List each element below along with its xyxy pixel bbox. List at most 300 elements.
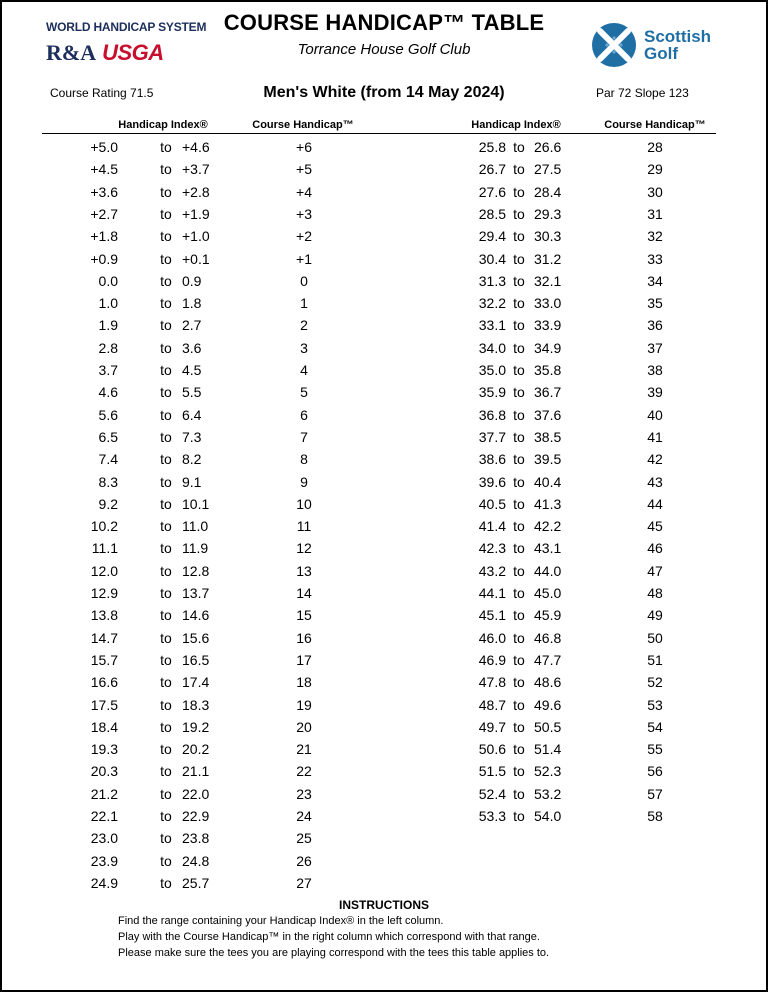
hi-from-cell: 20.3: [90, 763, 118, 780]
range-to-cell: to: [513, 629, 525, 646]
hi-from-cell: 2.8: [98, 339, 118, 356]
course-handicap-cell: 5: [300, 384, 308, 401]
hi-from-cell: 27.6: [478, 183, 506, 200]
range-to-cell: to: [160, 607, 172, 624]
course-handicap-cell: 8: [300, 451, 308, 468]
hi-to-cell: +4.6: [182, 139, 210, 155]
hi-to-cell: 47.7: [534, 651, 562, 668]
table-row: [2, 604, 766, 626]
course-handicap-cell: 43: [647, 473, 663, 490]
hi-to-cell: 10.1: [182, 495, 210, 512]
range-to-cell: to: [160, 763, 172, 780]
hi-to-cell: 19.2: [182, 718, 210, 735]
saltire-icon: [590, 21, 638, 69]
range-to-cell: to: [513, 808, 525, 824]
course-handicap-cell: +6: [296, 139, 312, 155]
hi-to-cell: 23.8: [182, 830, 210, 847]
range-to-cell: to: [160, 139, 172, 155]
table-row: [2, 805, 766, 827]
course-handicap-cell: 10: [296, 495, 312, 512]
hi-from-cell: 47.8: [478, 674, 506, 691]
hi-to-cell: 11.0: [182, 518, 209, 535]
column-header-course-handicap-left: Course Handicap™: [252, 119, 354, 131]
hi-from-cell: 36.8: [478, 406, 506, 423]
range-to-cell: to: [513, 763, 525, 780]
range-to-cell: to: [160, 852, 172, 869]
hi-from-cell: 12.9: [90, 585, 118, 601]
hi-to-cell: 32.1: [534, 272, 562, 289]
course-handicap-cell: 46: [647, 540, 663, 557]
table-row: [2, 537, 766, 559]
scottish-text: Scottish: [644, 27, 712, 46]
range-to-cell: to: [160, 228, 172, 245]
hi-from-cell: 52.4: [478, 785, 506, 802]
table-row: [2, 649, 766, 671]
hi-from-cell: 35.0: [478, 362, 506, 378]
hi-to-cell: 1.8: [182, 295, 202, 312]
course-handicap-cell: 38: [647, 362, 663, 378]
hi-from-cell: 30.4: [478, 250, 506, 267]
course-handicap-cell: 7: [300, 428, 308, 445]
table-row: [2, 404, 766, 426]
hi-from-cell: +2.7: [90, 205, 118, 222]
hi-from-cell: 33.1: [478, 317, 506, 334]
hi-from-cell: 29.4: [478, 228, 506, 245]
course-handicap-cell: 13: [296, 562, 312, 579]
course-handicap-cell: 22: [296, 763, 312, 780]
range-to-cell: to: [513, 339, 525, 356]
hi-to-cell: 51.4: [534, 741, 562, 758]
hi-from-cell: 14.7: [90, 629, 118, 646]
course-handicap-cell: 48: [647, 585, 663, 601]
range-to-cell: to: [513, 250, 525, 267]
hi-from-cell: 3.7: [98, 362, 118, 378]
course-handicap-cell: 36: [647, 317, 663, 334]
hi-from-cell: +0.9: [90, 250, 118, 267]
hi-from-cell: 35.9: [478, 384, 506, 401]
hi-to-cell: 29.3: [534, 205, 562, 222]
range-to-cell: to: [160, 696, 172, 713]
course-handicap-cell: 57: [647, 785, 663, 802]
hi-from-cell: 28.5: [478, 205, 506, 222]
course-handicap-cell: 31: [647, 205, 663, 222]
table-row: [2, 760, 766, 782]
course-handicap-cell: 26: [296, 852, 312, 869]
course-handicap-cell: +1: [296, 250, 312, 267]
range-to-cell: to: [160, 495, 172, 512]
table-row: [2, 248, 766, 270]
hi-to-cell: 27.5: [534, 161, 562, 178]
course-handicap-cell: 28: [647, 139, 663, 155]
hi-to-cell: 45.9: [534, 607, 562, 624]
hi-to-cell: 36.7: [534, 384, 562, 401]
hi-to-cell: 17.4: [182, 674, 210, 691]
range-to-cell: to: [513, 428, 525, 445]
hi-to-cell: 0.9: [182, 272, 202, 289]
hi-to-cell: 33.0: [534, 295, 562, 312]
course-handicap-cell: 15: [296, 607, 312, 624]
range-to-cell: to: [513, 674, 525, 691]
hi-to-cell: 33.9: [534, 317, 562, 334]
hi-to-cell: +1.9: [182, 205, 210, 222]
hi-to-cell: 30.3: [534, 228, 562, 245]
range-to-cell: to: [513, 696, 525, 713]
table-row: [2, 292, 766, 314]
table-row: [2, 203, 766, 225]
range-to-cell: to: [160, 250, 172, 267]
instructions-title: INSTRUCTIONS: [339, 898, 429, 912]
course-handicap-cell: 47: [647, 562, 663, 579]
hi-from-cell: 16.6: [90, 674, 118, 691]
range-to-cell: to: [160, 518, 172, 535]
course-handicap-cell: 11: [296, 518, 312, 535]
table-row: [2, 671, 766, 693]
table-row: [2, 314, 766, 336]
course-handicap-cell: 21: [296, 741, 312, 758]
hi-from-cell: 17.5: [90, 696, 118, 713]
range-to-cell: to: [160, 473, 172, 490]
table-row: [2, 136, 766, 158]
hi-to-cell: 14.6: [182, 607, 210, 624]
hi-to-cell: 39.5: [534, 451, 562, 468]
range-to-cell: to: [513, 495, 525, 512]
scottish-golf-logo: [590, 21, 711, 69]
course-handicap-cell: 14: [296, 585, 312, 601]
course-handicap-cell: +2: [296, 228, 312, 245]
hi-to-cell: 18.3: [182, 696, 210, 713]
course-handicap-cell: 12: [296, 540, 312, 557]
course-handicap-cell: 1: [300, 295, 308, 312]
hi-from-cell: 7.4: [98, 451, 118, 468]
column-header-course-handicap-right: Course Handicap™: [604, 119, 706, 131]
table-row: [2, 158, 766, 180]
table-row: [2, 582, 766, 604]
hi-to-cell: 40.4: [534, 473, 562, 490]
tee-label: Men's White (from 14 May 2024): [263, 84, 505, 101]
hi-from-cell: 9.2: [98, 495, 118, 512]
hi-to-cell: 24.8: [182, 852, 210, 869]
course-handicap-cell: 50: [647, 629, 663, 646]
hi-to-cell: 22.0: [182, 785, 210, 802]
hi-to-cell: 22.9: [182, 808, 210, 824]
course-handicap-cell: +4: [296, 183, 312, 200]
hi-from-cell: 43.2: [478, 562, 506, 579]
course-handicap-cell: 18: [296, 674, 312, 691]
hi-from-cell: 10.2: [90, 518, 118, 535]
whs-logo-text: WORLD HANDICAP SYSTEM: [46, 20, 207, 34]
hi-to-cell: +3.7: [182, 161, 210, 178]
hi-to-cell: 21.1: [182, 763, 210, 780]
hi-to-cell: 38.5: [534, 428, 562, 445]
hi-from-cell: 19.3: [90, 741, 118, 758]
hi-to-cell: 6.4: [182, 406, 202, 423]
course-handicap-cell: 9: [300, 473, 308, 490]
hi-to-cell: 20.2: [182, 741, 210, 758]
header-divider: [42, 133, 716, 134]
hi-to-cell: 34.9: [534, 339, 562, 356]
hi-to-cell: 42.2: [534, 518, 562, 535]
hi-to-cell: 16.5: [182, 651, 210, 668]
course-handicap-cell: 3: [300, 339, 308, 356]
course-handicap-cell: 17: [296, 651, 312, 668]
hi-to-cell: 9.1: [182, 473, 202, 490]
course-handicap-cell: 40: [647, 406, 663, 423]
hi-from-cell: 49.7: [478, 718, 506, 735]
course-handicap-cell: 23: [296, 785, 312, 802]
hi-to-cell: 12.8: [182, 562, 210, 579]
course-handicap-cell: 58: [647, 808, 663, 824]
table-row: [2, 225, 766, 247]
course-handicap-cell: 39: [647, 384, 663, 401]
hi-to-cell: 50.5: [534, 718, 562, 735]
table-row: [2, 783, 766, 805]
hi-to-cell: 52.3: [534, 763, 562, 780]
course-handicap-cell: 45: [647, 518, 663, 535]
hi-to-cell: 8.2: [182, 451, 202, 468]
course-handicap-cell: 56: [647, 763, 663, 780]
hi-to-cell: 54.0: [534, 808, 562, 824]
hi-from-cell: 32.2: [478, 295, 506, 312]
range-to-cell: to: [160, 362, 172, 378]
hi-from-cell: 40.5: [478, 495, 506, 512]
range-to-cell: to: [160, 562, 172, 579]
range-to-cell: to: [513, 518, 525, 535]
hi-from-cell: 13.8: [90, 607, 118, 624]
hi-from-cell: 15.7: [90, 651, 118, 668]
course-handicap-cell: 32: [647, 228, 663, 245]
hi-from-cell: +3.6: [90, 183, 118, 200]
hi-to-cell: 53.2: [534, 785, 562, 802]
range-to-cell: to: [160, 808, 172, 824]
hi-from-cell: 25.8: [478, 139, 506, 155]
table-row: [2, 359, 766, 381]
course-handicap-cell: 34: [647, 272, 663, 289]
range-to-cell: to: [160, 428, 172, 445]
range-to-cell: to: [513, 161, 525, 178]
range-to-cell: to: [160, 451, 172, 468]
course-handicap-cell: +5: [296, 161, 312, 178]
hi-from-cell: +1.8: [90, 228, 118, 245]
table-row: [2, 337, 766, 359]
table-row: [2, 515, 766, 537]
hi-from-cell: 22.1: [90, 808, 118, 824]
range-to-cell: to: [513, 384, 525, 401]
hi-to-cell: 49.6: [534, 696, 562, 713]
hi-to-cell: 13.7: [182, 585, 210, 601]
hi-from-cell: 39.6: [478, 473, 506, 490]
hi-to-cell: 3.6: [182, 339, 202, 356]
instruction-line: Find the range containing your Handicap Index® in the left column.: [118, 915, 444, 927]
hi-from-cell: 51.5: [478, 763, 506, 780]
hi-to-cell: 28.4: [534, 183, 562, 200]
range-to-cell: to: [160, 317, 172, 334]
course-handicap-cell: 41: [647, 428, 663, 445]
hi-to-cell: 41.3: [534, 495, 562, 512]
table-row: [2, 181, 766, 203]
range-to-cell: to: [160, 183, 172, 200]
hi-from-cell: 53.3: [478, 808, 506, 824]
hi-from-cell: 21.2: [90, 785, 118, 802]
table-row: [2, 448, 766, 470]
hi-to-cell: 35.8: [534, 362, 562, 378]
range-to-cell: to: [513, 585, 525, 601]
table-row: [2, 381, 766, 403]
hi-from-cell: 50.6: [478, 741, 506, 758]
hi-to-cell: +0.1: [182, 250, 210, 267]
course-handicap-cell: 53: [647, 696, 663, 713]
course-handicap-cell: 44: [647, 495, 663, 512]
table-row: [2, 716, 766, 738]
hi-from-cell: 46.9: [478, 651, 506, 668]
range-to-cell: to: [160, 406, 172, 423]
range-to-cell: to: [160, 741, 172, 758]
course-handicap-cell: 16: [296, 629, 312, 646]
range-to-cell: to: [160, 585, 172, 601]
course-handicap-cell: 37: [647, 339, 663, 356]
range-to-cell: to: [513, 540, 525, 557]
range-to-cell: to: [513, 562, 525, 579]
hi-to-cell: +2.8: [182, 183, 210, 200]
hi-from-cell: 44.1: [478, 585, 506, 601]
hi-from-cell: 45.1: [478, 607, 506, 624]
range-to-cell: to: [513, 451, 525, 468]
table-row: [2, 560, 766, 582]
hi-to-cell: 11.9: [182, 540, 209, 557]
range-to-cell: to: [160, 161, 172, 178]
range-to-cell: to: [513, 406, 525, 423]
range-to-cell: to: [160, 540, 172, 557]
hi-from-cell: 6.5: [98, 428, 118, 445]
range-to-cell: to: [160, 205, 172, 222]
table-row: [2, 627, 766, 649]
course-handicap-cell: 42: [647, 451, 663, 468]
range-to-cell: to: [513, 362, 525, 378]
course-handicap-cell: 0: [300, 272, 308, 289]
hi-to-cell: 48.6: [534, 674, 562, 691]
hi-from-cell: 0.0: [98, 272, 118, 289]
table-row: [2, 850, 766, 872]
hi-to-cell: 15.6: [182, 629, 210, 646]
range-to-cell: to: [513, 785, 525, 802]
range-to-cell: to: [513, 139, 525, 155]
range-to-cell: to: [160, 830, 172, 847]
hi-from-cell: +5.0: [90, 139, 118, 155]
hi-from-cell: +4.5: [90, 161, 118, 178]
hi-to-cell: 5.5: [182, 384, 202, 401]
range-to-cell: to: [160, 651, 172, 668]
course-handicap-cell: 52: [647, 674, 663, 691]
hi-to-cell: 43.1: [534, 540, 562, 557]
course-handicap-cell: 29: [647, 161, 663, 178]
table-row: [2, 426, 766, 448]
hi-to-cell: 2.7: [182, 317, 202, 334]
course-handicap-cell: 55: [647, 741, 663, 758]
hi-from-cell: 26.7: [478, 161, 506, 178]
hi-from-cell: 24.9: [90, 874, 118, 891]
range-to-cell: to: [513, 473, 525, 490]
course-rating: Course Rating 71.5: [50, 86, 154, 100]
instruction-line: Play with the Course Handicap™ in the right column which correspond with that range.: [118, 931, 540, 943]
hi-to-cell: 44.0: [534, 562, 562, 579]
hi-to-cell: 31.2: [534, 250, 562, 267]
course-handicap-cell: 20: [296, 718, 312, 735]
par-slope: Par 72 Slope 123: [596, 86, 689, 100]
course-handicap-cell: 2: [300, 317, 308, 334]
range-to-cell: to: [513, 607, 525, 624]
table-row: [2, 471, 766, 493]
table-row: [2, 270, 766, 292]
hi-to-cell: 46.8: [534, 629, 562, 646]
course-handicap-cell: 25: [296, 830, 312, 847]
range-to-cell: to: [513, 295, 525, 312]
range-to-cell: to: [160, 785, 172, 802]
range-to-cell: to: [160, 874, 172, 891]
hi-from-cell: 11.1: [91, 540, 118, 557]
hi-from-cell: 12.0: [90, 562, 118, 579]
hi-from-cell: 8.3: [98, 473, 118, 490]
table-row: [2, 694, 766, 716]
ra-logo: R&A: [46, 40, 97, 65]
hi-from-cell: 1.0: [98, 295, 118, 312]
range-to-cell: to: [160, 674, 172, 691]
hi-from-cell: 4.6: [98, 384, 118, 401]
club-name: Torrance House Golf Club: [297, 41, 471, 58]
instruction-line: Please make sure the tees you are playing correspond with the tees this table applies to.: [118, 947, 550, 959]
range-to-cell: to: [513, 205, 525, 222]
range-to-cell: to: [513, 317, 525, 334]
hi-to-cell: 4.5: [182, 362, 202, 378]
course-handicap-cell: 49: [647, 607, 663, 624]
hi-from-cell: 37.7: [478, 428, 506, 445]
range-to-cell: to: [513, 741, 525, 758]
course-handicap-cell: 6: [300, 406, 308, 423]
table-row: [2, 493, 766, 515]
hi-to-cell: 37.6: [534, 406, 562, 423]
hi-from-cell: 31.3: [478, 272, 506, 289]
table-row: [2, 738, 766, 760]
range-to-cell: to: [513, 651, 525, 668]
range-to-cell: to: [513, 718, 525, 735]
range-to-cell: to: [513, 228, 525, 245]
course-handicap-cell: 24: [296, 808, 312, 824]
hi-from-cell: 1.9: [98, 317, 118, 334]
hi-from-cell: 42.3: [478, 540, 506, 557]
course-handicap-cell: 51: [647, 651, 663, 668]
golf-text: Golf: [644, 44, 678, 63]
table-row: [2, 827, 766, 849]
usga-logo: USGA: [102, 40, 164, 65]
hi-from-cell: 23.0: [90, 830, 118, 847]
hi-from-cell: 46.0: [478, 629, 506, 646]
range-to-cell: to: [513, 183, 525, 200]
course-handicap-cell: 35: [647, 295, 663, 312]
hi-from-cell: 18.4: [90, 718, 118, 735]
course-handicap-cell: +3: [296, 205, 312, 222]
range-to-cell: to: [160, 295, 172, 312]
hi-from-cell: 5.6: [98, 406, 118, 423]
column-header-handicap-index-right: Handicap Index®: [471, 119, 561, 131]
course-handicap-cell: 27: [296, 874, 312, 891]
hi-from-cell: 38.6: [478, 451, 506, 468]
hi-from-cell: 34.0: [478, 339, 506, 356]
range-to-cell: to: [160, 629, 172, 646]
page-title: COURSE HANDICAP™ TABLE: [223, 10, 545, 35]
course-handicap-cell: 33: [647, 250, 663, 267]
course-handicap-cell: 54: [647, 718, 663, 735]
hi-to-cell: 26.6: [534, 139, 562, 155]
range-to-cell: to: [160, 718, 172, 735]
hi-from-cell: 23.9: [90, 852, 118, 869]
